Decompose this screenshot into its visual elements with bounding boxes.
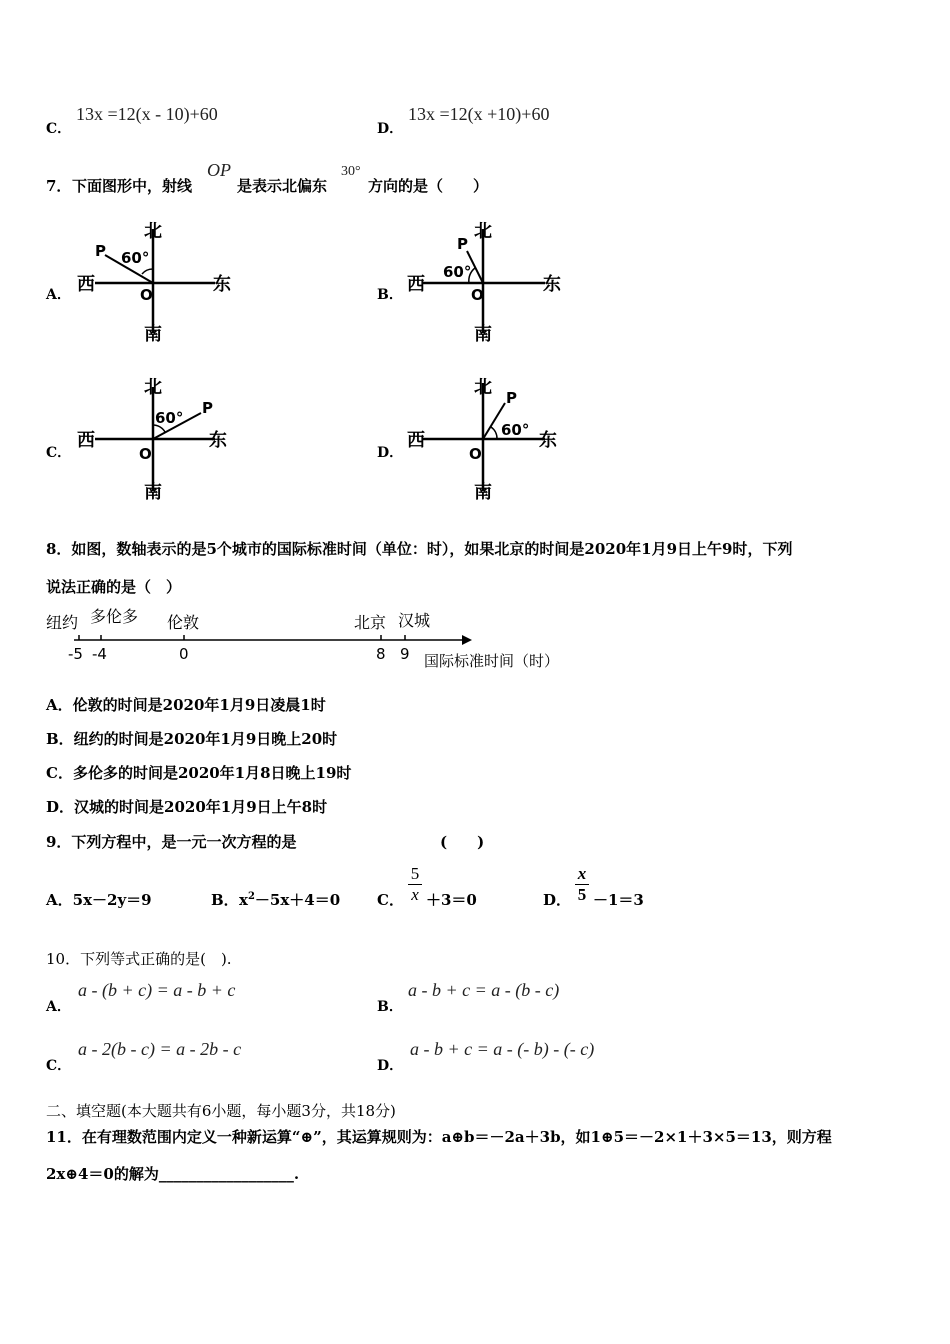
compass-south: 南 <box>144 324 162 345</box>
compass-origin: O <box>140 286 153 304</box>
q11-stem-line1: 11．在有理数范围内定义一种新运算“⊕”，其运算规则为：a⊕b＝－2a＋3b，如1⊕5＝－2×1＋3×5＝13，则方程 <box>46 1128 832 1146</box>
compass-north: 北 <box>474 377 492 398</box>
compass-west: 西 <box>407 274 425 295</box>
q7-compass-diagram-b <box>405 215 575 345</box>
compass-point-p: P <box>506 389 517 407</box>
q9-option-c-fraction <box>407 864 423 905</box>
q9-answer-paren: ( ) <box>440 833 485 851</box>
compass-angle: 60° <box>121 249 150 267</box>
q10-option-c-expression: a - 2(b - c) = a - 2b - c <box>78 1039 242 1059</box>
compass-point-p: P <box>95 242 106 260</box>
q9-stem: 9．下列方程中，是一元一次方程的是 <box>46 833 297 851</box>
fraction-denominator: 5 <box>577 885 587 904</box>
compass-west: 西 <box>407 430 425 451</box>
q9-option-b-rest: －5x＋4＝0 <box>254 891 341 909</box>
compass-south: 南 <box>144 482 162 503</box>
compass-east: 东 <box>539 430 557 451</box>
fraction-numerator: 5 <box>410 864 420 883</box>
compass-south: 南 <box>474 324 492 345</box>
q6-option-c-expression: 13x =12(x - 10)+60 <box>76 104 218 124</box>
q10-option-b-label: B． <box>377 999 403 1015</box>
compass-north: 北 <box>144 221 162 242</box>
q8-option-a: A．伦敦的时间是2020年1月9日凌晨1时 <box>46 696 326 714</box>
q6-option-d-expression: 13x =12(x +10)+60 <box>408 104 550 124</box>
q6-option-d-label: D． <box>377 121 404 137</box>
axis-city-london: 伦敦 <box>167 613 200 632</box>
q11-stem-line2: 2x⊕4＝0的解为__________________. <box>46 1165 300 1183</box>
compass-east: 东 <box>213 274 231 295</box>
compass-south: 南 <box>474 482 492 503</box>
compass-west: 西 <box>77 430 95 451</box>
compass-origin: O <box>139 445 152 463</box>
q9-option-d-rest: －1＝3 <box>593 891 644 909</box>
q9-option-b-label: B． <box>211 891 239 909</box>
q8-stem-line1: 8．如图，数轴表示的是5个城市的国际标准时间（单位：时），如果北京的时间是2020年1月9日上午9时，下列 <box>46 540 793 558</box>
q7-stem-a: 下面图形中，射线 <box>72 177 193 195</box>
axis-city-toronto: 多伦多 <box>90 607 139 626</box>
q7-option-d-label: D． <box>377 445 404 461</box>
q8-number-line <box>44 606 604 676</box>
q7-number: 7． <box>46 177 72 195</box>
q10-option-a-label: A． <box>46 999 71 1015</box>
q7-compass-diagram-d <box>405 373 575 503</box>
q10-option-d-expression: a - b + c = a - (- b) - (- c) <box>410 1039 595 1059</box>
axis-city-newyork: 纽约 <box>46 613 79 632</box>
q9-option-d-fraction <box>574 864 590 905</box>
axis-tick-8: 8 <box>376 645 386 663</box>
axis-tick-minus4: -4 <box>92 645 107 663</box>
q9-option-b-expression <box>239 889 340 910</box>
q8-stem-line2: 说法正确的是（ ） <box>46 578 182 596</box>
q8-option-c: C．多伦多的时间是2020年1月8日晚上19时 <box>46 764 352 782</box>
compass-point-p: P <box>202 399 213 417</box>
compass-origin: O <box>469 445 482 463</box>
q7-compass-diagram-a <box>75 215 245 345</box>
q9-option-a: A．5x－2y＝9 <box>46 891 152 909</box>
axis-tick-9: 9 <box>400 645 410 663</box>
q7-option-b-label: B． <box>377 287 403 303</box>
q7-compass-diagram-c <box>75 373 245 503</box>
compass-north: 北 <box>144 377 162 398</box>
q7-option-a-label: A． <box>46 287 71 303</box>
q9-option-c-rest: ＋3＝0 <box>426 891 477 909</box>
q7-degree: 30° <box>341 164 361 179</box>
compass-origin: O <box>471 286 484 304</box>
q8-option-b: B．纽约的时间是2020年1月9日晚上20时 <box>46 730 338 748</box>
q7-stem-c: 方向的是（ ） <box>368 177 489 195</box>
q9-option-b-exponent: 2 <box>247 891 255 902</box>
compass-north: 北 <box>474 221 492 242</box>
q10-option-a-expression: a - (b + c) = a - b + c <box>78 980 236 1000</box>
q7-stem-b: 是表示北偏东 <box>237 177 328 195</box>
section-2-title: 二、填空题(本大题共有6小题，每小题3分，共18分) <box>46 1102 396 1120</box>
fraction-denominator: x <box>411 885 419 904</box>
q10-option-b-expression: a - b + c = a - (b - c) <box>408 980 560 1000</box>
compass-east: 东 <box>209 430 227 451</box>
q9-option-d-label: D． <box>543 891 572 909</box>
q6-option-c-label: C． <box>46 121 72 137</box>
q9-option-c-label: C． <box>377 891 404 909</box>
axis-tick-minus5: -5 <box>68 645 83 663</box>
q7-option-c-label: C． <box>46 445 72 461</box>
axis-city-seoul: 汉城 <box>398 611 431 630</box>
fraction-numerator: x <box>577 864 587 883</box>
q10-option-d-label: D． <box>377 1058 404 1074</box>
compass-angle: 60° <box>155 409 184 427</box>
compass-west: 西 <box>77 274 95 295</box>
compass-angle: 60° <box>443 263 472 281</box>
compass-angle: 60° <box>501 421 530 439</box>
compass-east: 东 <box>543 274 561 295</box>
q8-option-d: D．汉城的时间是2020年1月9日上午8时 <box>46 798 328 816</box>
axis-title: 国际标准时间（时） <box>424 652 560 670</box>
q7-ray-op: OP <box>207 160 231 180</box>
axis-tick-0: 0 <box>179 645 189 663</box>
compass-point-p: P <box>457 235 468 253</box>
q10-option-c-label: C． <box>46 1058 72 1074</box>
q9-option-b-base: x <box>239 891 248 909</box>
q10-stem: 10．下列等式正确的是( ). <box>46 950 232 968</box>
axis-city-beijing: 北京 <box>354 613 387 632</box>
